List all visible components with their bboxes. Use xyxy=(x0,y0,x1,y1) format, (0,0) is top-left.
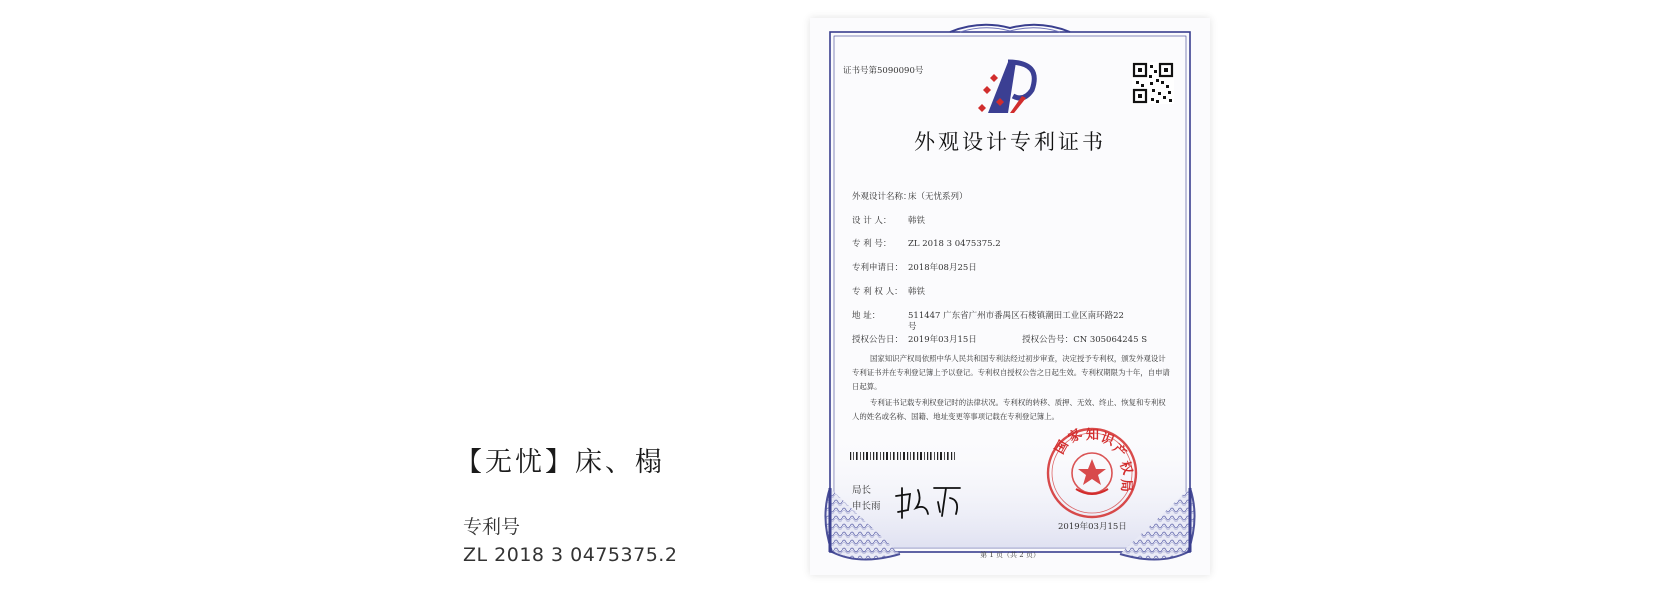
field-value: 511447 广东省广州市番禺区石楼镇潮田工业区南环路22 xyxy=(908,311,1124,321)
svg-text:识: 识 xyxy=(1098,430,1116,450)
certificate-paragraph-2: 专利证书记载专利权登记时的法律状况。专利权的转移、质押、无效、终止、恢复和专利权人的姓名或名称、国籍、地址变更等事项记载在专利登记簿上。 xyxy=(852,398,1166,421)
director-name: 申长雨 xyxy=(852,501,881,512)
svg-text:产: 产 xyxy=(1109,441,1129,462)
certificate-title: 外观设计专利证书 xyxy=(914,130,1106,154)
patent-number-label: 专利号 xyxy=(463,516,521,538)
field-designer xyxy=(852,214,925,226)
qr-code xyxy=(1132,62,1174,104)
svg-text:国: 国 xyxy=(1052,438,1072,457)
field-address-cont xyxy=(852,320,917,332)
field-label: 地 址： xyxy=(852,311,881,321)
svg-text:家: 家 xyxy=(1065,426,1085,447)
page-footer: 第 1 页（共 2 页） xyxy=(980,551,1040,559)
certificate-paragraph-1: 国家知识产权局依照中华人民共和国专利法经过初步审查，决定授予专利权，颁发外观设计专利证书并在专利登记簿上予以登记。专利权自授权公告之日起生效。专利权期限为十年，自申请日起算。 xyxy=(852,354,1170,391)
field-value: 2018年08月25日 xyxy=(908,263,977,273)
svg-text:局: 局 xyxy=(1118,479,1133,493)
field-patentee xyxy=(852,285,925,297)
field-label: 专 利 权 人： xyxy=(852,287,903,297)
grant-number: CN 305064245 S xyxy=(1073,335,1148,345)
grant-date-label: 授权公告日： xyxy=(852,335,904,345)
field-label: 设 计 人： xyxy=(852,216,892,226)
field-application-date xyxy=(852,261,977,273)
certificate-number: 证书号第5090090号 xyxy=(843,66,924,76)
field-grant xyxy=(852,333,1147,345)
director-title: 局长 xyxy=(852,485,872,496)
patent-number: ZL 2018 3 0475375.2 xyxy=(463,544,678,566)
field-value: 韩铁 xyxy=(908,216,926,226)
field-patent-number xyxy=(852,237,1001,249)
svg-text:权: 权 xyxy=(1116,459,1135,477)
grant-number-label: 授权公告号： xyxy=(1022,335,1074,345)
patent-certificate xyxy=(810,18,1210,575)
field-design-name xyxy=(852,190,968,202)
field-value: 床（无忧系列） xyxy=(908,192,968,202)
grant-date: 2019年03月15日 xyxy=(908,335,977,345)
cnipa-logo xyxy=(978,62,1034,113)
field-value: 号 xyxy=(908,322,917,332)
field-value: ZL 2018 3 0475375.2 xyxy=(908,239,1001,249)
field-label: 专 利 号： xyxy=(852,239,892,249)
field-value: 韩铁 xyxy=(908,287,926,297)
svg-text:知: 知 xyxy=(1086,428,1100,443)
seal-date: 2019年03月15日 xyxy=(1058,522,1127,532)
product-caption xyxy=(455,440,678,566)
product-title: 【无忧】床、榻 xyxy=(455,447,665,478)
field-label: 外观设计名称： xyxy=(852,192,912,202)
field-label: 专利申请日： xyxy=(852,263,904,273)
